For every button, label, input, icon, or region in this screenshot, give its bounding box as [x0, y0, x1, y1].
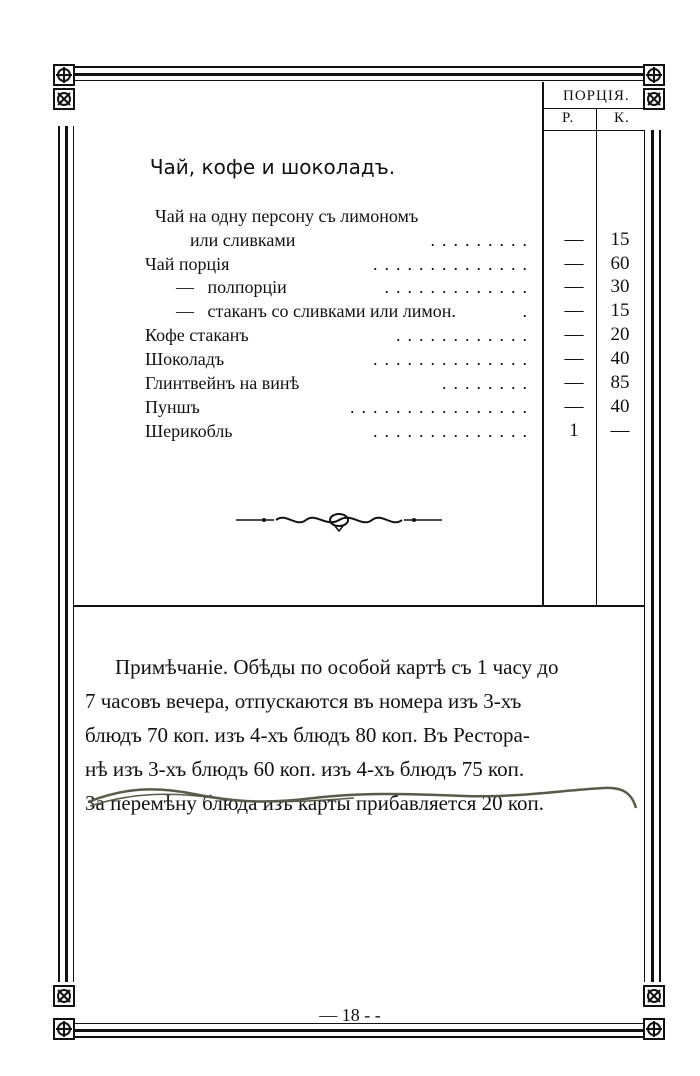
leader-dots: ..............: [373, 349, 534, 369]
item-price-kop: —: [610, 420, 630, 441]
corner-ornament-bottom-right: [643, 985, 665, 1007]
menu-item: [176, 275, 540, 299]
menu-item: [145, 371, 540, 395]
leader-dots: .........: [430, 230, 534, 250]
item-name: Чай на одну персону съ лимономъ: [155, 206, 419, 226]
border-bottom-inner: [74, 1029, 644, 1032]
item-price-kop: 15: [610, 300, 630, 321]
item-price-kop: 60: [610, 253, 630, 274]
menu-item: [145, 252, 540, 276]
menu-item: [145, 323, 540, 347]
item-price-rub: —: [564, 348, 584, 369]
rub-header: Р.: [562, 110, 575, 126]
item-name: — стаканъ со сливками или лимон.: [176, 301, 456, 321]
leader-dots: .............: [384, 277, 534, 297]
corner-ornament-bottom-left: [53, 985, 75, 1007]
item-price-kop: 15: [610, 229, 630, 250]
menu-item: [145, 395, 540, 419]
item-price-rub: —: [564, 300, 584, 321]
item-name: Шерикобль: [145, 421, 233, 441]
border-right-outer2: [659, 130, 661, 982]
column-divider-middle: [596, 108, 597, 607]
item-price-rub: —: [564, 372, 584, 393]
note-line: блюдъ 70 коп. изъ 4-хъ блюдъ 80 коп. Въ Рестора-: [85, 723, 530, 747]
border-right-inner: [651, 130, 654, 982]
decorative-divider: [234, 508, 444, 532]
leader-dots: ..............: [373, 421, 534, 441]
item-name: Кофе стаканъ: [145, 325, 249, 345]
leader-dots: ........: [442, 373, 534, 393]
item-price-rub: —: [564, 229, 584, 250]
item-price-rub: —: [564, 253, 584, 274]
leader-dots: ................: [350, 397, 534, 417]
kop-header: К.: [614, 110, 630, 126]
leader-dots: .: [522, 301, 534, 321]
item-name: — полпорціи: [176, 277, 287, 297]
border-top-outer: [74, 66, 644, 68]
border-bottom-outer2: [74, 1036, 644, 1038]
menu-item: [176, 299, 540, 323]
header-underline-2: [544, 130, 644, 131]
note-line: 7 часовъ вечера, отпускаются въ номера изъ 3-хъ: [85, 689, 522, 713]
border-left-inner2: [73, 126, 74, 982]
border-right-outer: [644, 130, 645, 982]
section-separator: [74, 605, 644, 607]
corner-ornament-top-left: [53, 64, 75, 86]
item-name: Шоколадъ: [145, 349, 225, 369]
menu-item: [145, 419, 540, 443]
corner-ornament-top-left-2: [53, 88, 75, 110]
section-title: Чай, кофе и шоколадъ.: [149, 155, 396, 179]
item-price-rub: 1: [569, 420, 579, 441]
handwritten-strikethrough: [84, 780, 640, 820]
border-top-inner: [74, 73, 644, 76]
menu-item: [145, 347, 540, 371]
item-name: или сливками: [190, 230, 296, 250]
item-price-kop: 30: [610, 276, 630, 297]
item-name: Глинтвейнъ на винѣ: [145, 373, 300, 393]
item-price-kop: 20: [610, 324, 630, 345]
leader-dots: ..............: [373, 254, 534, 274]
item-price-rub: —: [564, 396, 584, 417]
border-left-inner: [65, 126, 68, 982]
corner-ornament-top-right: [643, 64, 665, 86]
menu-item: [155, 204, 550, 228]
item-price-kop: 85: [610, 372, 630, 393]
leader-dots: ............: [396, 325, 534, 345]
corner-ornament-top-right-2: [643, 88, 665, 110]
note-line: Примѣчаніе. Обѣды по особой картѣ съ 1 часу до: [115, 655, 559, 679]
page-number: — 18 - -: [319, 1005, 381, 1025]
item-price-kop: 40: [610, 396, 630, 417]
border-left-outer: [58, 126, 60, 982]
border-top-outer2: [74, 80, 644, 81]
header-underline: [544, 108, 644, 109]
note-line: нѣ изъ 3-хъ блюдъ 60 коп. изъ 4-хъ блюдъ 75 коп.: [85, 757, 525, 781]
item-price-rub: —: [564, 276, 584, 297]
item-name: Пуншъ: [145, 397, 200, 417]
menu-item: [190, 228, 540, 252]
item-price-kop: 40: [610, 348, 630, 369]
note-line-struck: За перемѣну блюда изъ карты прибавляется 20 коп.: [85, 791, 545, 815]
portion-header: ПОРЦІЯ.: [563, 88, 630, 104]
item-name: Чай порція: [145, 254, 230, 274]
item-price-rub: —: [564, 324, 584, 345]
